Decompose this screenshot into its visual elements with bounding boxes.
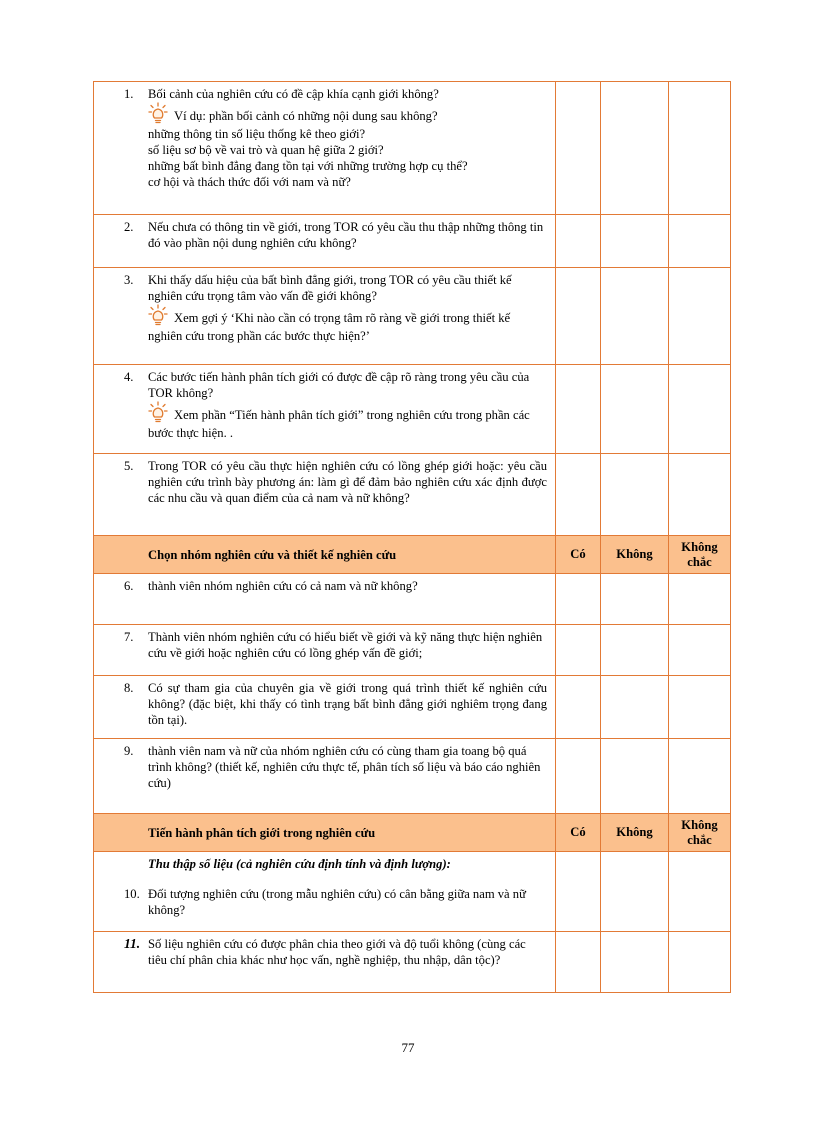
lightbulb-icon [148,401,168,425]
section-header [94,536,731,574]
answer-cell-co[interactable] [556,268,601,365]
question-text: Thành viên nhóm nghiên cứu có hiểu biết về giới và kỹ năng thực hiện nghiên cứu về giới hoặc nghiên cứu có lồng ghép vấn đề giới; [148,630,543,660]
answer-cell-khong-chac[interactable] [669,215,731,268]
answer-cell-khong[interactable] [601,365,669,454]
section-title: Tiến hành phân tích giới trong nghiên cứu [94,814,556,852]
answer-cell-khong[interactable] [601,932,669,993]
column-header-co: Có [556,536,601,574]
tip-text: Ví dụ: phần bối cảnh có những nội dung sau không? [174,109,438,123]
column-header-khong-chac: Không chắc [669,814,731,852]
table-row [94,454,731,536]
question-cell [94,82,556,215]
question-number: 6. [124,579,134,593]
answer-cell-khong[interactable] [601,574,669,625]
question-number: 3. [124,273,134,287]
question-cell [94,932,556,993]
column-header-khong-chac: Không chắc [669,536,731,574]
section-header [94,814,731,852]
question-number: 10. [124,887,140,901]
question-text: Bối cảnh của nghiên cứu có đề cập khía cạnh giới không? [148,87,439,101]
sub-item: những thông tin số liệu thống kê theo giới? [148,127,366,141]
answer-cell-khong[interactable] [601,625,669,676]
answer-cell-co[interactable] [556,454,601,536]
table-row [94,82,731,215]
question-text: Các bước tiến hành phân tích giới có được đề cập rõ ràng trong yêu cầu của TOR không? [148,370,530,400]
answer-cell-co[interactable] [556,852,601,932]
answer-cell-khong-chac[interactable] [669,268,731,365]
answer-cell-khong[interactable] [601,82,669,215]
answer-cell-khong-chac[interactable] [669,454,731,536]
question-cell [94,215,556,268]
table-row [94,852,731,932]
question-cell [94,676,556,739]
question-cell [94,852,556,932]
table-row [94,215,731,268]
question-number: 4. [124,370,134,384]
answer-cell-co[interactable] [556,215,601,268]
column-header-khong: Không [601,814,669,852]
sub-item: những bất bình đẳng đang tồn tại với những trường hợp cụ thể? [148,159,468,173]
question-cell [94,574,556,625]
sub-item: cơ hội và thách thức đối với nam và nữ? [148,175,351,189]
question-number: 9. [124,744,134,758]
page-number: 77 [401,1040,415,1055]
answer-cell-khong[interactable] [601,852,669,932]
answer-cell-khong[interactable] [601,268,669,365]
lightbulb-icon [148,102,168,126]
question-cell [94,454,556,536]
answer-cell-co[interactable] [556,932,601,993]
answer-cell-khong-chac[interactable] [669,574,731,625]
answer-cell-khong-chac[interactable] [669,676,731,739]
question-text: Số liệu nghiên cứu có được phân chia theo giới và độ tuổi không (cùng các tiêu chí phân chia khác như học vấn, nghề nghiệp, thu nhập, dân tộc)? [148,937,526,967]
question-cell [94,739,556,814]
question-text: Trong TOR có yêu cầu thực hiện nghiên cứu có lồng ghép giới hoặc: yêu cầu nghiên cứu trình bày phương án: làm gì để đảm bảo nghiên cứu xác định được các nhu cầu và quan điểm của cả nam và nữ không? [148,459,547,505]
question-text: Đối tượng nghiên cứu (trong mẫu nghiên cứu) có cân bằng giữa nam và nữ không? [148,887,526,917]
question-number: 7. [124,630,134,644]
question-cell [94,268,556,365]
question-number: 8. [124,681,134,695]
answer-cell-khong-chac[interactable] [669,739,731,814]
gender-checklist-table [93,81,731,993]
answer-cell-co[interactable] [556,676,601,739]
question-text: Khi thấy dấu hiệu của bất bình đẳng giới, trong TOR có yêu cầu thiết kế nghiên cứu trọng tâm vào vấn đề giới không? [148,273,512,303]
question-text: thành viên nam và nữ của nhóm nghiên cứu có cùng tham gia toang bộ quá trình không? (thiết kế, nghiên cứu thực tế, phân tích số liệu và báo cáo nghiên cứu) [148,744,541,790]
answer-cell-khong[interactable] [601,215,669,268]
question-text: thành viên nhóm nghiên cứu có cả nam và nữ không? [148,579,418,593]
table-row [94,932,731,993]
question-number: 11. [124,936,141,951]
answer-cell-khong[interactable] [601,454,669,536]
tip [148,401,547,441]
answer-cell-khong-chac[interactable] [669,932,731,993]
answer-cell-co[interactable] [556,82,601,215]
question-number: 5. [124,459,134,473]
question-text: Có sự tham gia của chuyên gia về giới trong quá trình thiết kế nghiên cứu không? (đặc biệt, khi thấy có tình trạng bất bình đẳng giới nghiêm trọng đang tồn tại). [148,681,547,727]
answer-cell-khong[interactable] [601,676,669,739]
column-header-co: Có [556,814,601,852]
section-title: Chọn nhóm nghiên cứu và thiết kế nghiên cứu [94,536,556,574]
answer-cell-khong-chac[interactable] [669,82,731,215]
answer-cell-khong[interactable] [601,739,669,814]
question-cell [94,365,556,454]
tip [148,102,547,126]
sub-item: số liệu sơ bộ về vai trò và quan hệ giữa 2 giới? [148,143,384,157]
question-cell [94,625,556,676]
answer-cell-co[interactable] [556,365,601,454]
tip-text: Xem phần “Tiến hành phân tích giới” trong nghiên cứu trong phần các bước thực hiện. . [148,408,530,440]
tip [148,304,547,344]
table-row [94,739,731,814]
question-number: 2. [124,220,134,234]
table-row [94,268,731,365]
answer-cell-co[interactable] [556,739,601,814]
column-header-khong: Không [601,536,669,574]
answer-cell-khong-chac[interactable] [669,365,731,454]
answer-cell-khong-chac[interactable] [669,852,731,932]
question-text: Nếu chưa có thông tin về giới, trong TOR có yêu cầu thu thập những thông tin đó vào phần nội dung nghiên cứu không? [148,220,544,250]
question-number: 1. [124,87,134,101]
table-row [94,676,731,739]
subheading: Thu thập số liệu (cả nghiên cứu định tính và định lượng): [148,857,451,871]
answer-cell-khong-chac[interactable] [669,625,731,676]
table-row [94,365,731,454]
table-row [94,574,731,625]
answer-cell-co[interactable] [556,625,601,676]
answer-cell-co[interactable] [556,574,601,625]
tip-text: Xem gợi ý ‘Khi nào cần có trọng tâm rõ ràng về giới trong thiết kế nghiên cứu trong phần các bước thực hiện?’ [148,311,511,343]
table-row [94,625,731,676]
lightbulb-icon [148,304,168,328]
